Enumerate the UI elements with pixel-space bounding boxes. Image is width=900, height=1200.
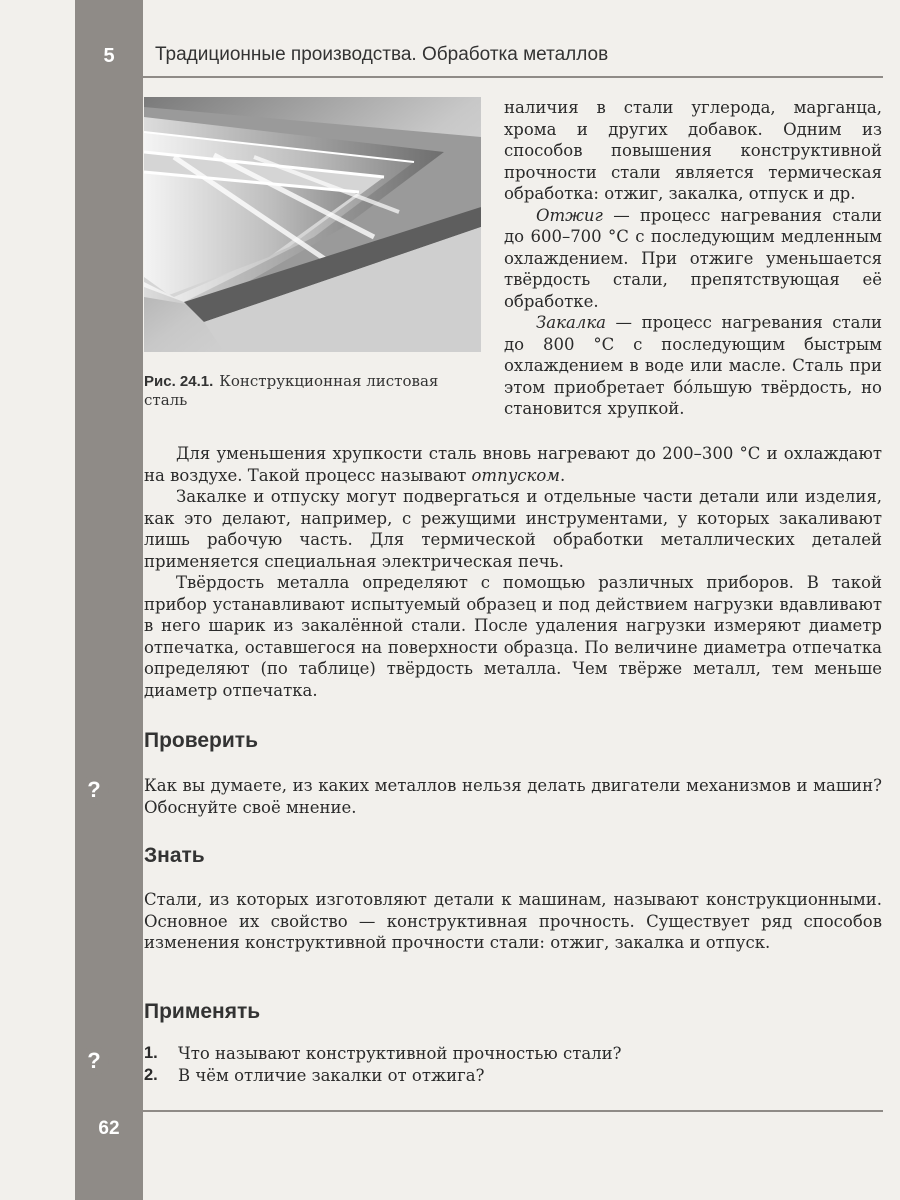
apply-list [144, 1043, 882, 1086]
hardening-paragraph: Закалка — процесс нагревания стали до 800 °С с последующим быстрым охлаждением в воде или масле. Сталь при этом приобретает бóльшую твёрдость, но становится хрупкой. [504, 313, 882, 418]
list-item: 2. В чём отличие закалки от отжига? [144, 1065, 485, 1085]
steel-sheets-photo [144, 97, 481, 352]
section-title-know: Знать [144, 844, 205, 867]
term-hardening: Закалка [536, 313, 607, 332]
main-text [144, 443, 882, 701]
term-annealing: Отжиг [536, 205, 603, 225]
figure-caption-text: Конструкционная листовая сталь [144, 372, 439, 409]
section-title-check: Проверить [144, 729, 258, 752]
figure-label: Рис. 24.1. [144, 373, 214, 390]
question-icon: ? [79, 775, 109, 805]
paragraph: Твёрдость металла определяют с помощью различных приборов. В такой прибор устанавливают испытуемый образец и под действием нагрузки вдавливают в него шарик из закалённой стали. После удаления нагрузки измеряют диаметр отпечатка, оставшегося на поверхности образца. По величине диаметра отпечатка определяют (по таблице) твёрдость металла. Чем твёрже металл, тем меньше диаметр отпечатка. [144, 573, 882, 700]
running-header-title: Традиционные производства. Обработка металлов [155, 44, 609, 65]
paragraph: Закалке и отпуску могут подвергаться и отдельные части детали или изделия, как это делают, например, с режущими инструментами, у которых закаливают лишь рабочую часть. Для термической обработки металлических деталей применяется специальная электрическая печь. [144, 487, 882, 571]
know-text: Стали, из которых изготовляют детали к машинам, называют конструкционными. Основное их свойство — конструктивная прочность. Существует ряд способов изменения конструктивной прочности стали: отжиг, закалка и отпуск. [144, 890, 882, 952]
term-tempering: отпуском [471, 465, 560, 485]
chapter-number: 5 [75, 37, 143, 75]
check-question: Как вы думаете, из каких металлов нельзя делать двигатели механизмов и машин? Обоснуйте своё мнение. [144, 776, 882, 817]
annealing-paragraph: Отжиг — процесс нагревания стали до 600–700 °С с последующим медленным охлаждением. При отжиге уменьшается твёрдость стали, препятствующая её обработке. [504, 205, 882, 311]
bottom-margin-strip [75, 1148, 143, 1200]
tempering-paragraph: Для уменьшения хрупкости сталь вновь нагревают до 200–300 °С и охлаждают на воздухе. Такой процесс называют отпуском. [144, 444, 882, 485]
page-number: 62 [75, 1110, 143, 1148]
list-item: 1. Что называют конструктивной прочностью стали? [144, 1044, 622, 1063]
header-rule [75, 76, 883, 78]
section-title-apply: Применять [144, 1000, 261, 1023]
left-margin-strip [75, 0, 143, 1200]
question-icon: ? [79, 1046, 109, 1076]
footer-rule [75, 1110, 883, 1112]
paragraph: наличия в стали углерода, марганца, хрома и других добавок. Одним из способов повышения конструктивной прочности стали является термическая обработка: отжиг, закалка, отпуск и др. [504, 98, 882, 203]
right-column-text [504, 97, 882, 420]
figure-caption [144, 372, 484, 410]
